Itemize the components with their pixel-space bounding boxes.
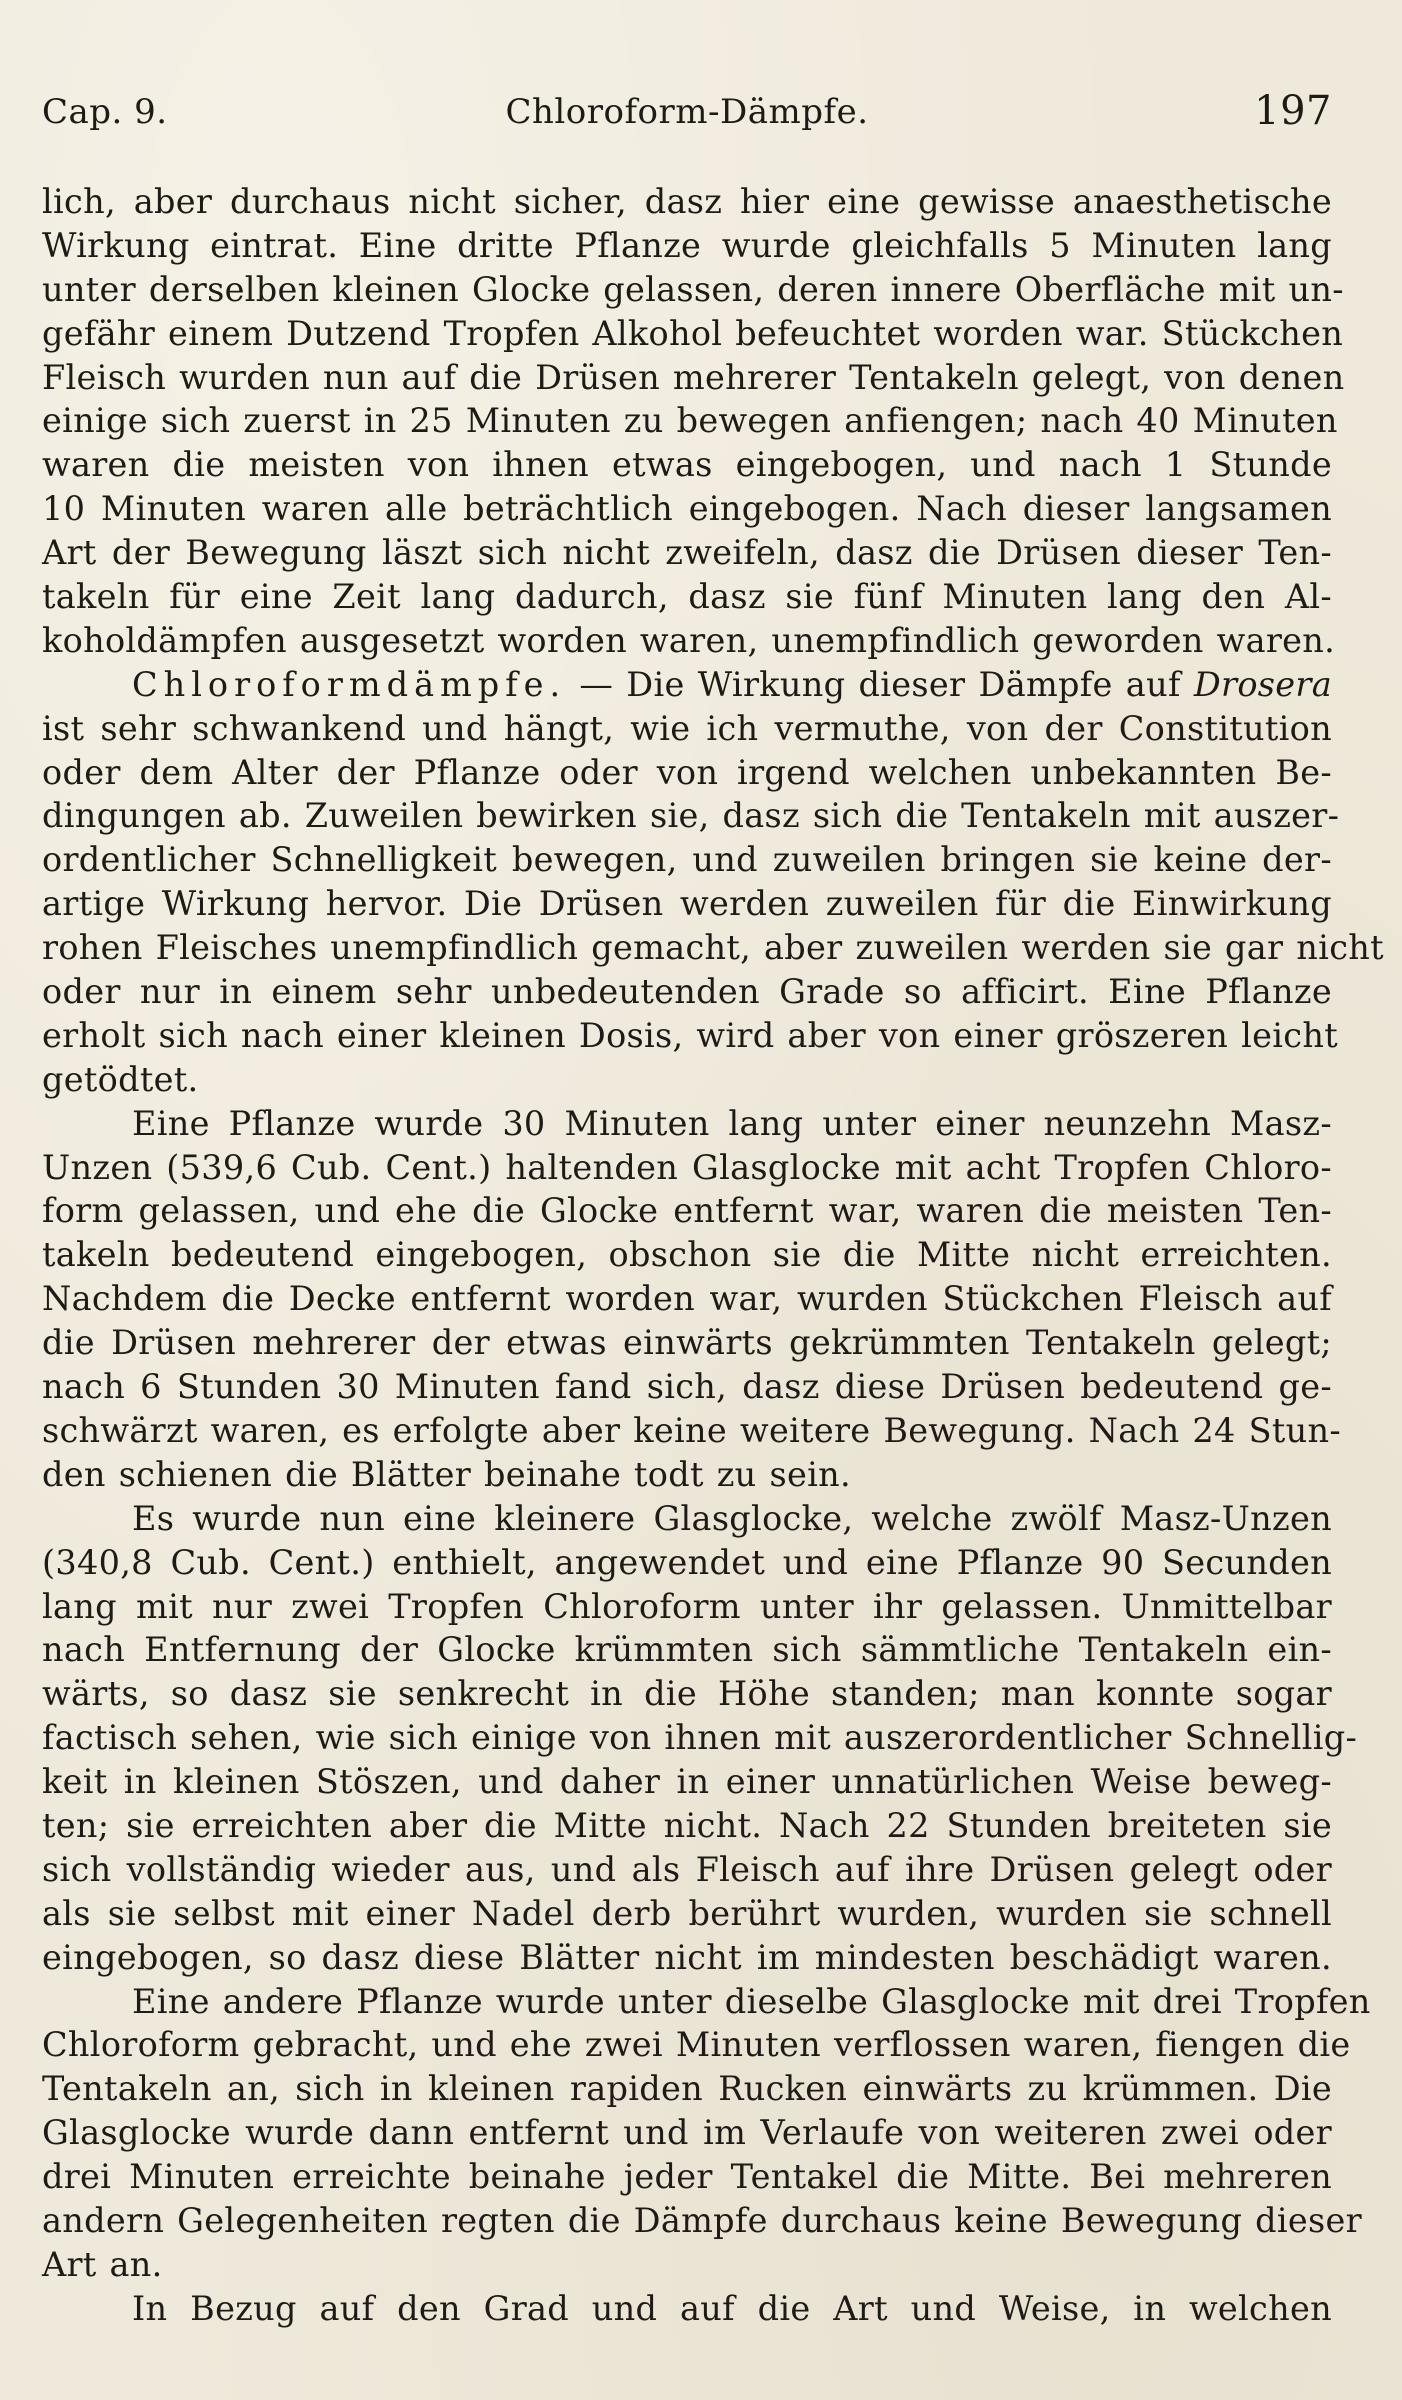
text-line: oder nur in einem sehr unbedeutenden Grade so afficirt. Eine Pflanze (42, 972, 1332, 1012)
text-line: nach Entfernung der Glocke krümmten sich sämmtliche Tentakeln ein- (42, 1630, 1332, 1670)
text-line: keit in kleinen Stöszen, und daher in einer unnatürlichen Weise beweg- (42, 1762, 1332, 1802)
page-number: 197 (1254, 88, 1332, 134)
text-line: takeln bedeutend eingebogen, obschon sie die Mitte nicht erreichten. (42, 1235, 1332, 1275)
text-line: artige Wirkung hervor. Die Drüsen werden zuweilen für die Einwirkung (42, 884, 1332, 924)
text-line: ten; sie erreichten aber die Mitte nicht. Nach 22 Stunden breiteten sie (42, 1805, 1332, 1845)
text-line: unter derselben kleinen Glocke gelassen, deren innere Oberfläche mit un- (42, 269, 1344, 309)
text-line: nach 6 Stunden 30 Minuten fand sich, dasz diese Drüsen bedeutend ge- (42, 1367, 1332, 1407)
text-line: wärts, so dasz sie senkrecht in die Höhe standen; man konnte sogar (42, 1674, 1332, 1714)
text-line: Nachdem die Decke entfernt worden war, wurden Stückchen Fleisch auf (42, 1279, 1332, 1319)
genus-name: Drosera (1193, 664, 1332, 704)
section-heading: Chloroformdämpfe. (132, 664, 567, 704)
section-heading-rest: — Die Wirkung dieser Dämpfe auf (566, 664, 1194, 704)
text-line: lang mit nur zwei Tropfen Chloroform unter ihr gelassen. Unmittelbar (42, 1586, 1332, 1626)
running-title: Chloroform-Dämpfe. (505, 92, 869, 132)
text-line: 10 Minuten waren alle beträchtlich eingebogen. Nach dieser langsamen (42, 489, 1332, 529)
text-line: Fleisch wurden nun auf die Drüsen mehrerer Tentakeln gelegt, von denen (42, 357, 1345, 397)
text-line: einige sich zuerst in 25 Minuten zu bewegen anfiengen; nach 40 Minuten (42, 401, 1338, 441)
text-line: andern Gelegenheiten regten die Dämpfe durchaus keine Bewegung dieser (42, 2200, 1362, 2240)
text-line: schwärzt waren, es erfolgte aber keine weitere Bewegung. Nach 24 Stun- (42, 1410, 1341, 1450)
text-line: In Bezug auf den Grad und auf die Art und Weise, in welchen (132, 2288, 1332, 2328)
text-line: factisch sehen, wie sich einige von ihnen mit auszerordentlicher Schnellig- (42, 1718, 1358, 1758)
text-line: gefähr einem Dutzend Tropfen Alkohol befeuchtet worden war. Stückchen (42, 313, 1344, 353)
text-line: Glasglocke wurde dann entfernt und im Verlaufe von weiteren zwei oder (42, 2113, 1332, 2153)
running-header (42, 88, 1332, 152)
text-line: sich vollständig wieder aus, und als Fleisch auf ihre Drüsen gelegt oder (42, 1849, 1332, 1889)
body-text (42, 180, 1384, 2331)
text-line: die Drüsen mehrerer der etwas einwärts gekrümmten Tentakeln gelegt; (42, 1323, 1332, 1363)
text-line: rohen Fleisches unempfindlich gemacht, aber zuweilen werden sie gar nicht (42, 928, 1384, 968)
text-line: Tentakeln an, sich in kleinen rapiden Rucken einwärts zu krümmen. Die (42, 2069, 1332, 2109)
text-line: Eine Pflanze wurde 30 Minuten lang unter einer neunzehn Masz- (132, 1103, 1332, 1143)
text-line: Unzen (539,6 Cub. Cent.) haltenden Glasglocke mit acht Tropfen Chloro- (42, 1147, 1332, 1187)
text-line: getödtet. (42, 1059, 199, 1099)
chapter-label: Cap. 9. (42, 92, 168, 132)
text-line: ordentlicher Schnelligkeit bewegen, und zuweilen bringen sie keine der- (42, 840, 1332, 880)
text-line: erholt sich nach einer kleinen Dosis, wird aber von einer gröszeren leicht (42, 1015, 1338, 1055)
text-line: dingungen ab. Zuweilen bewirken sie, dasz sich die Tentakeln mit auszer- (42, 796, 1340, 836)
text-line: den schienen die Blätter beinahe todt zu sein. (42, 1454, 851, 1494)
section-heading-line (42, 663, 1332, 707)
text-line: waren die meisten von ihnen etwas eingebogen, und nach 1 Stunde (42, 445, 1332, 485)
text-line: eingebogen, so dasz diese Blätter nicht im mindesten beschädigt waren. (42, 1937, 1332, 1977)
text-line: Wirkung eintrat. Eine dritte Pflanze wurde gleichfalls 5 Minuten lang (42, 225, 1332, 265)
text-line: Es wurde nun eine kleinere Glasglocke, welche zwölf Masz-Unzen (132, 1498, 1332, 1538)
text-line: Art der Bewegung läszt sich nicht zweifeln, dasz die Drüsen dieser Ten- (42, 533, 1332, 573)
text-line: Art an. (42, 2244, 163, 2284)
text-line: Eine andere Pflanze wurde unter dieselbe Glasglocke mit drei Tropfen (132, 1981, 1371, 2021)
text-line: takeln für eine Zeit lang dadurch, dasz sie fünf Minuten lang den Al- (42, 577, 1332, 617)
text-line: als sie selbst mit einer Nadel derb berührt wurden, wurden sie schnell (42, 1893, 1332, 1933)
text-line: oder dem Alter der Pflanze oder von irgend welchen unbekannten Be- (42, 752, 1332, 792)
text-line: form gelassen, und ehe die Glocke entfernt war, waren die meisten Ten- (42, 1191, 1332, 1231)
text-line: lich, aber durchaus nicht sicher, dasz hier eine gewisse anaesthetische (42, 182, 1332, 221)
text-line: ist sehr schwankend und hängt, wie ich vermuthe, von der Constitution (42, 708, 1332, 748)
text-line: koholdämpfen ausgesetzt worden waren, unempfindlich geworden waren. (42, 620, 1336, 660)
text-line: Chloroform gebracht, und ehe zwei Minuten verflossen waren, fiengen die (42, 2025, 1351, 2065)
text-line: (340,8 Cub. Cent.) enthielt, angewendet und eine Pflanze 90 Secunden (42, 1542, 1332, 1582)
text-line: drei Minuten erreichte beinahe jeder Tentakel die Mitte. Bei mehreren (42, 2157, 1332, 2197)
